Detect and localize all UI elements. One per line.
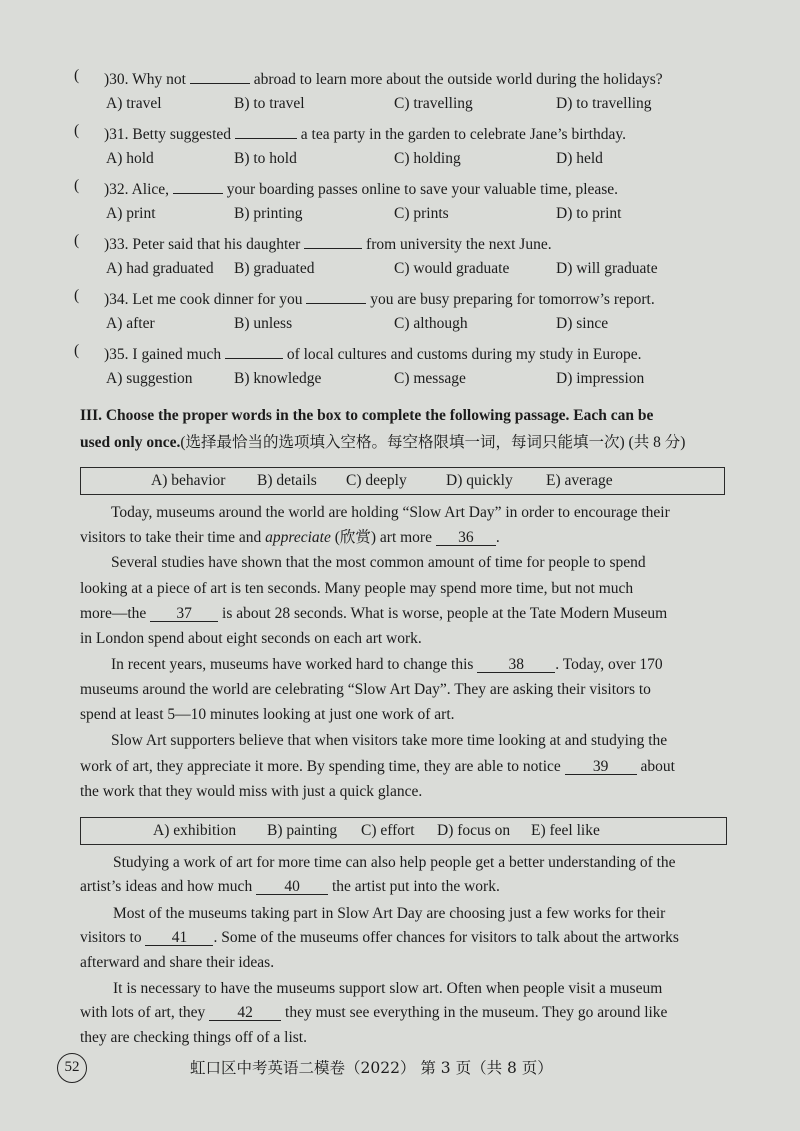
question-option: B) printing <box>234 205 303 222</box>
question-option: B) graduated <box>234 260 315 277</box>
passage-line <box>111 655 663 675</box>
question-number: 31 <box>109 126 125 143</box>
passage-line: Today, museums around the world are holding “Slow Art Day” in order to encourage their <box>111 504 670 521</box>
word-box-1-option: E) average <box>546 472 613 489</box>
word-box-2 <box>80 817 727 845</box>
passage-line: Studying a work of art for more time can also help people get a better understanding of the <box>113 854 676 871</box>
question-option: D) to print <box>556 205 622 222</box>
blank-42[interactable]: 42 <box>209 1003 281 1021</box>
passage-line: Slow Art supporters believe that when visitors take more time looking at and studying the <box>111 732 668 749</box>
question-blank[interactable] <box>306 286 366 304</box>
blank-38[interactable]: 38 <box>477 655 555 673</box>
question-text: from university the next June. <box>362 236 552 253</box>
question-option: C) although <box>394 315 468 332</box>
word-box-2-option: B) painting <box>267 822 338 839</box>
passage-text: (欣赏) art more <box>330 529 436 546</box>
section-3-heading-line1: III. Choose the proper words in the box to complete the following passage. Each can be <box>80 407 654 424</box>
question-text: of local cultures and customs during my study in Europe. <box>282 346 642 363</box>
question-number: 33 <box>109 236 125 253</box>
question-number: 35 <box>109 346 125 363</box>
answer-paren-close[interactable]: ) <box>104 236 110 253</box>
question-option: B) knowledge <box>234 370 322 387</box>
question-text: Peter said that his daughter <box>132 236 305 253</box>
question-option: C) travelling <box>394 95 473 112</box>
section-3-heading-line2 <box>80 433 685 453</box>
answer-paren-close[interactable]: ) <box>104 126 110 143</box>
question-number: 34 <box>109 291 125 308</box>
passage-line: It is necessary to have the museums support slow art. Often when people visit a museum <box>113 980 663 997</box>
question-option: A) suggestion <box>106 370 193 387</box>
passage-text: they must see everything in the museum. They go around like <box>281 1004 668 1021</box>
question-text: your boarding passes online to save your valuable time, please. <box>222 181 619 198</box>
passage-line: afterward and share their ideas. <box>80 954 275 971</box>
question-text: Why not <box>132 71 190 88</box>
question-option: C) prints <box>394 205 449 222</box>
blank-36[interactable]: 36 <box>436 528 496 546</box>
question-option: B) to travel <box>234 95 305 112</box>
question-number-dot: . <box>124 346 133 363</box>
answer-paren-close[interactable]: ) <box>104 346 110 363</box>
question-option: B) unless <box>234 315 293 332</box>
passage-line: Several studies have shown that the most common amount of time for people to spend <box>111 554 646 571</box>
passage-line: looking at a piece of art is ten seconds. Many people may spend more time, but not much <box>80 580 634 597</box>
passage-text: visitors to <box>80 929 146 946</box>
question-text: a tea party in the garden to celebrate Jane’s birthday. <box>296 126 626 143</box>
passage-text: work of art, they appreciate it more. By spending time, they are able to notice <box>80 758 565 775</box>
question-option: D) will graduate <box>556 260 658 277</box>
passage-line: Most of the museums taking part in Slow Art Day are choosing just a few works for their <box>113 905 666 922</box>
question-32 <box>104 176 618 200</box>
word-box-1-option: D) quickly <box>446 472 513 489</box>
question-option: A) travel <box>106 95 162 112</box>
question-number-dot: . <box>124 71 133 88</box>
answer-paren-close[interactable]: ) <box>104 181 110 198</box>
question-text: I gained much <box>132 346 225 363</box>
question-option: D) impression <box>556 370 645 387</box>
passage-line <box>80 604 667 624</box>
question-text: Betty suggested <box>132 126 235 143</box>
blank-41[interactable]: 41 <box>145 928 213 946</box>
page-footer: 虹口区中考英语二模卷（2022） 第 3 页（共 8 页） <box>190 1059 553 1077</box>
question-34 <box>104 286 655 310</box>
passage-line: in London spend about eight seconds on each art work. <box>80 630 422 647</box>
blank-39[interactable]: 39 <box>565 757 637 775</box>
passage-text: . Some of the museums offer chances for visitors to talk about the artworks <box>213 929 679 946</box>
question-number-dot: . <box>124 236 133 253</box>
question-33 <box>104 231 552 255</box>
passage-text: is about 28 seconds. What is worse, people at the Tate Modern Museum <box>218 605 668 622</box>
question-35 <box>104 341 642 365</box>
passage-italic-word: appreciate <box>265 529 331 546</box>
answer-paren-close[interactable]: ) <box>104 71 110 88</box>
question-option: C) message <box>394 370 466 387</box>
word-box-1-option: A) behavior <box>151 472 226 489</box>
answer-paren-close[interactable]: ) <box>104 291 110 308</box>
question-text: Let me cook dinner for you <box>132 291 307 308</box>
question-blank[interactable] <box>225 341 283 359</box>
question-number-dot: . <box>124 291 133 308</box>
question-text: you are busy preparing for tomorrow’s report. <box>366 291 655 308</box>
blank-40[interactable]: 40 <box>256 877 328 895</box>
question-blank[interactable] <box>173 176 223 194</box>
question-text: Alice, <box>131 181 173 198</box>
section-3-heading-cn: (选择最恰当的选项填入空格。每空格限填一词，每词只能填一次) (共 8 分) <box>180 434 686 451</box>
question-option: A) hold <box>106 150 154 167</box>
word-box-2-option: A) exhibition <box>153 822 237 839</box>
answer-paren-open: ( <box>74 67 80 84</box>
passage-text: the artist put into the work. <box>328 878 500 895</box>
word-box-2-option: E) feel like <box>531 822 600 839</box>
passage-line <box>80 1003 667 1023</box>
question-blank[interactable] <box>304 231 362 249</box>
word-box-2-option: C) effort <box>361 822 415 839</box>
word-box-1-option: B) details <box>257 472 317 489</box>
question-option: A) after <box>106 315 155 332</box>
passage-line <box>80 528 500 548</box>
answer-paren-open: ( <box>74 122 80 139</box>
passage-text: . Today, over 170 <box>555 656 663 673</box>
question-option: B) to hold <box>234 150 297 167</box>
question-option: D) held <box>556 150 603 167</box>
passage-text: In recent years, museums have worked hard to change this <box>111 656 478 673</box>
question-number: 30 <box>109 71 125 88</box>
passage-text: . <box>495 529 500 546</box>
passage-text: more—the <box>80 605 151 622</box>
answer-paren-open: ( <box>74 342 80 359</box>
passage-line <box>80 928 679 948</box>
passage-text: about <box>636 758 675 775</box>
answer-paren-open: ( <box>74 177 80 194</box>
question-option: C) would graduate <box>394 260 510 277</box>
passage-text: with lots of art, they <box>80 1004 210 1021</box>
question-blank[interactable] <box>190 66 250 84</box>
passage-text: visitors to take their time and <box>80 529 266 546</box>
blank-37[interactable]: 37 <box>150 604 218 622</box>
question-option: C) holding <box>394 150 461 167</box>
passage-line: museums around the world are celebrating “Slow Art Day”. They are asking their visitors to <box>80 681 651 698</box>
word-box-2-option: D) focus on <box>437 822 511 839</box>
passage-line: they are checking things off of a list. <box>80 1029 307 1046</box>
question-number: 32 <box>109 181 125 198</box>
question-number-dot: . <box>124 181 132 198</box>
question-blank[interactable] <box>235 121 297 139</box>
passage-line <box>80 877 500 897</box>
question-option: A) had graduated <box>106 260 214 277</box>
question-31 <box>104 121 626 145</box>
question-option: D) to travelling <box>556 95 652 112</box>
answer-paren-open: ( <box>74 287 80 304</box>
passage-line <box>80 757 675 777</box>
question-option: A) print <box>106 205 156 222</box>
answer-paren-open: ( <box>74 232 80 249</box>
passage-text: artist’s ideas and how much <box>80 878 257 895</box>
section-3-heading-en: used only once. <box>80 434 181 451</box>
word-box-1-option: C) deeply <box>346 472 407 489</box>
question-30 <box>104 66 663 90</box>
question-text: abroad to learn more about the outside world during the holidays? <box>249 71 663 88</box>
passage-line: the work that they would miss with just a quick glance. <box>80 783 423 800</box>
question-option: D) since <box>556 315 609 332</box>
question-number-dot: . <box>124 126 133 143</box>
page-number-badge: 52 <box>57 1053 87 1083</box>
word-box-1 <box>80 467 725 495</box>
passage-line: spend at least 5—10 minutes looking at just one work of art. <box>80 706 455 723</box>
